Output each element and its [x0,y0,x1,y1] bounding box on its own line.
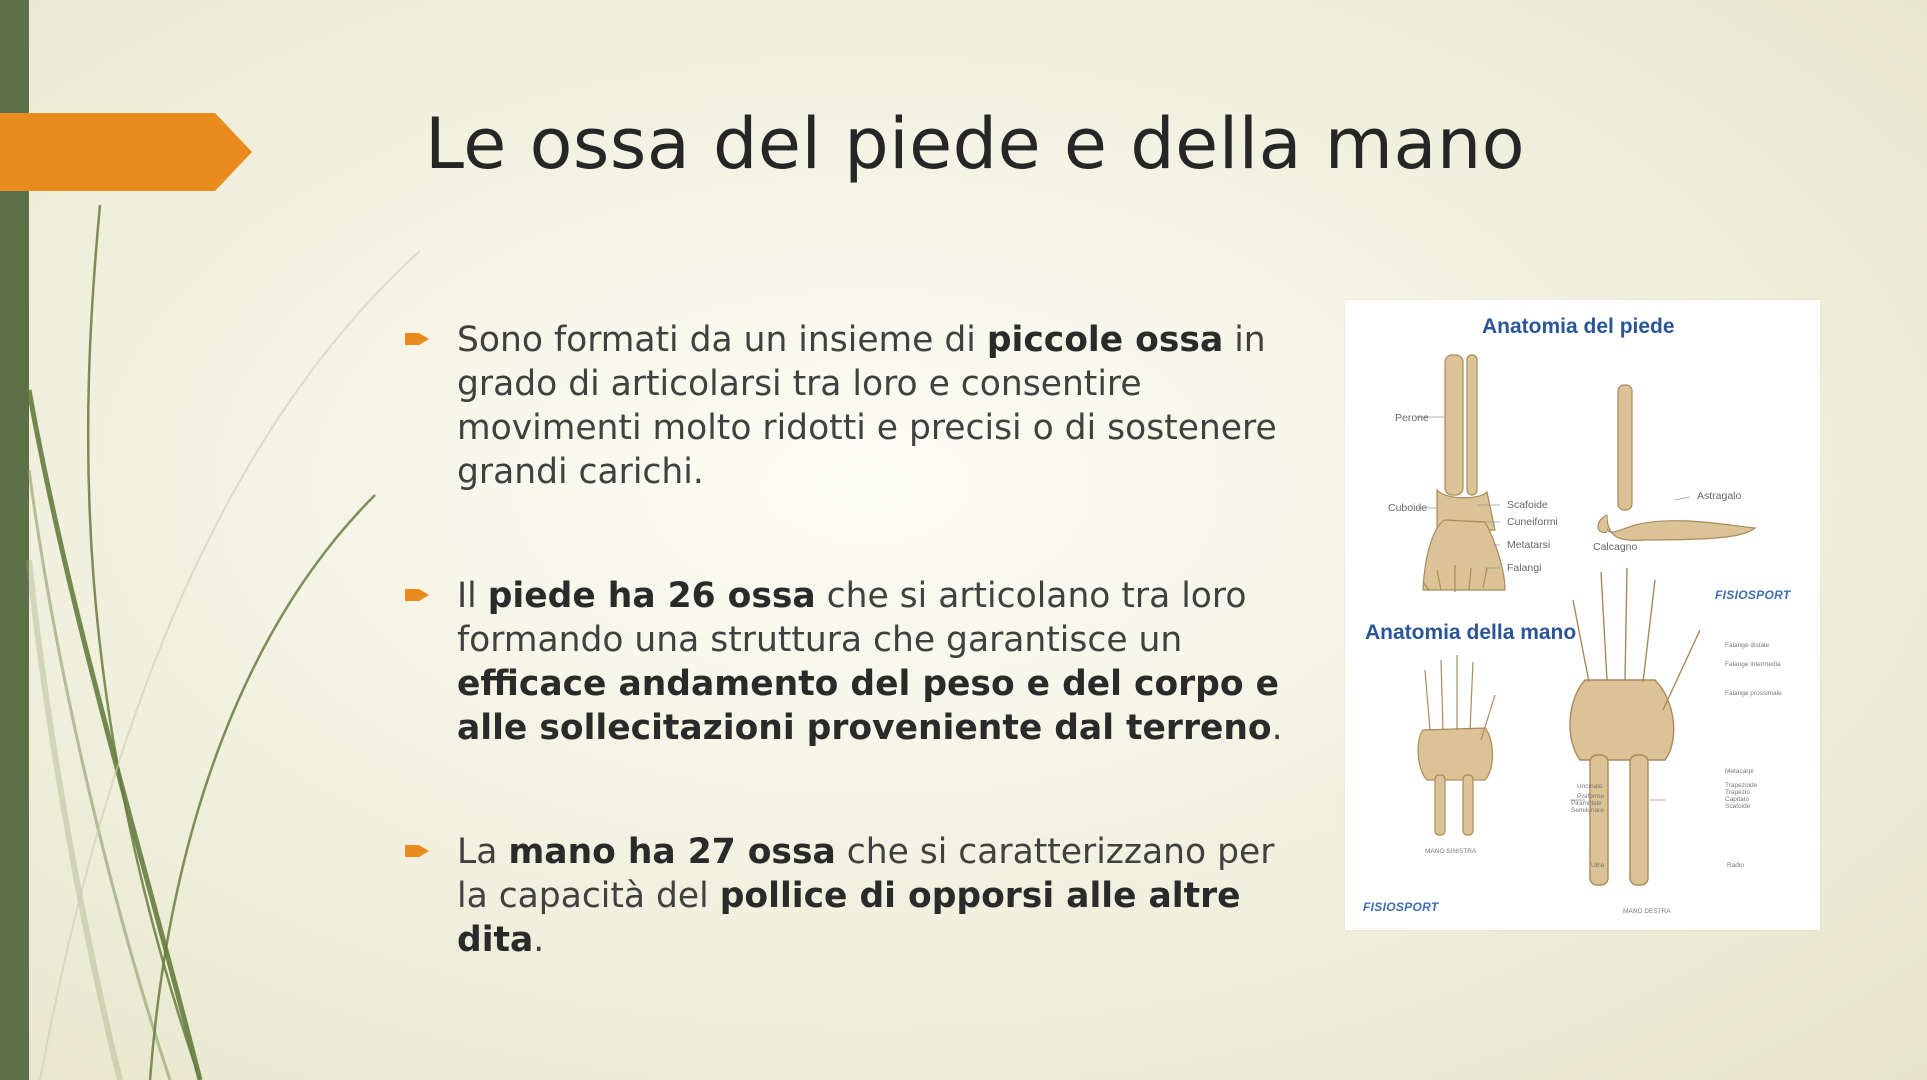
label-falangi: Falangi [1507,562,1542,574]
label-cuneiformi: Cuneiformi [1507,516,1558,528]
arrow-bullet-icon [405,330,429,348]
bullet-item-3 [405,830,1297,962]
label-falange-intermedia: Falange intermedia [1725,661,1781,668]
foot-front-illustration [1423,355,1505,592]
label-pisiforme: Pisiforme [1577,793,1605,800]
hand-anatomy-title: Anatomia della mano [1365,621,1577,644]
arrow-bullet-icon [405,842,429,860]
label-scafoide: Scafoide [1507,499,1548,511]
label-trapezoide: Trapezoide [1725,782,1758,789]
label-scafoide-mano: Scafoide [1725,803,1751,810]
label-capitato: Capitato [1725,796,1750,803]
label-semilunare: Semilunare [1571,807,1604,814]
title-arrow-banner [0,0,260,200]
bullet-text: Il piede ha 26 ossa che si articolano tra loro formando una struttura che garantisce un efficace andamento del peso e del corpo e alle sollecitazioni proveniente dal terreno. [457,576,1283,748]
label-perone: Perone [1395,412,1429,424]
skeleton-illustrations [1345,300,1820,930]
label-cuboide: Cuboide [1388,502,1428,514]
fisiosport-logo-top: FISIOSPORT [1715,588,1791,602]
bullet-item-2 [405,574,1297,750]
label-radio: Radio [1727,862,1744,869]
label-uncinato: Uncinato [1577,783,1603,790]
anatomy-figure [1345,300,1820,930]
bullet-text: La mano ha 27 ossa che si caratterizzano per la capacità del pollice di opporsi alle altre dita. [457,832,1275,960]
label-piramidale: Piramidale [1571,800,1602,807]
label-falange-distale: Falange distale [1725,642,1770,649]
hand-left-illustration [1418,655,1495,835]
slide-title: Le ossa del piede e della mano [425,103,1526,185]
label-calcagno: Calcagno [1593,541,1638,553]
label-mano-destra: MANO DESTRA [1623,908,1671,915]
label-falange-prossimale: Falange prossimale [1725,690,1782,697]
label-mano-sinistra: MANO SINISTRA [1425,848,1477,855]
arrow-bullet-icon [405,586,429,604]
label-metacarpi: Metacarpi [1725,768,1754,775]
label-trapezio: Trapezio [1725,789,1751,796]
foot-side-illustration [1598,385,1755,540]
foot-anatomy-title: Anatomia del piede [1482,315,1675,338]
hand-right-illustration [1570,568,1700,885]
label-ulna: Ulna [1591,862,1605,869]
fisiosport-logo-bottom: FISIOSPORT [1363,900,1439,914]
label-astragalo: Astragalo [1697,490,1742,502]
bullet-item-1 [405,318,1297,494]
bullet-text: Sono formati da un insieme di piccole ossa in grado di articolarsi tra loro e consentire movimenti molto ridotti e precisi o di sostenere grandi carichi. [457,320,1277,492]
label-metatarsi: Metatarsi [1507,539,1551,551]
